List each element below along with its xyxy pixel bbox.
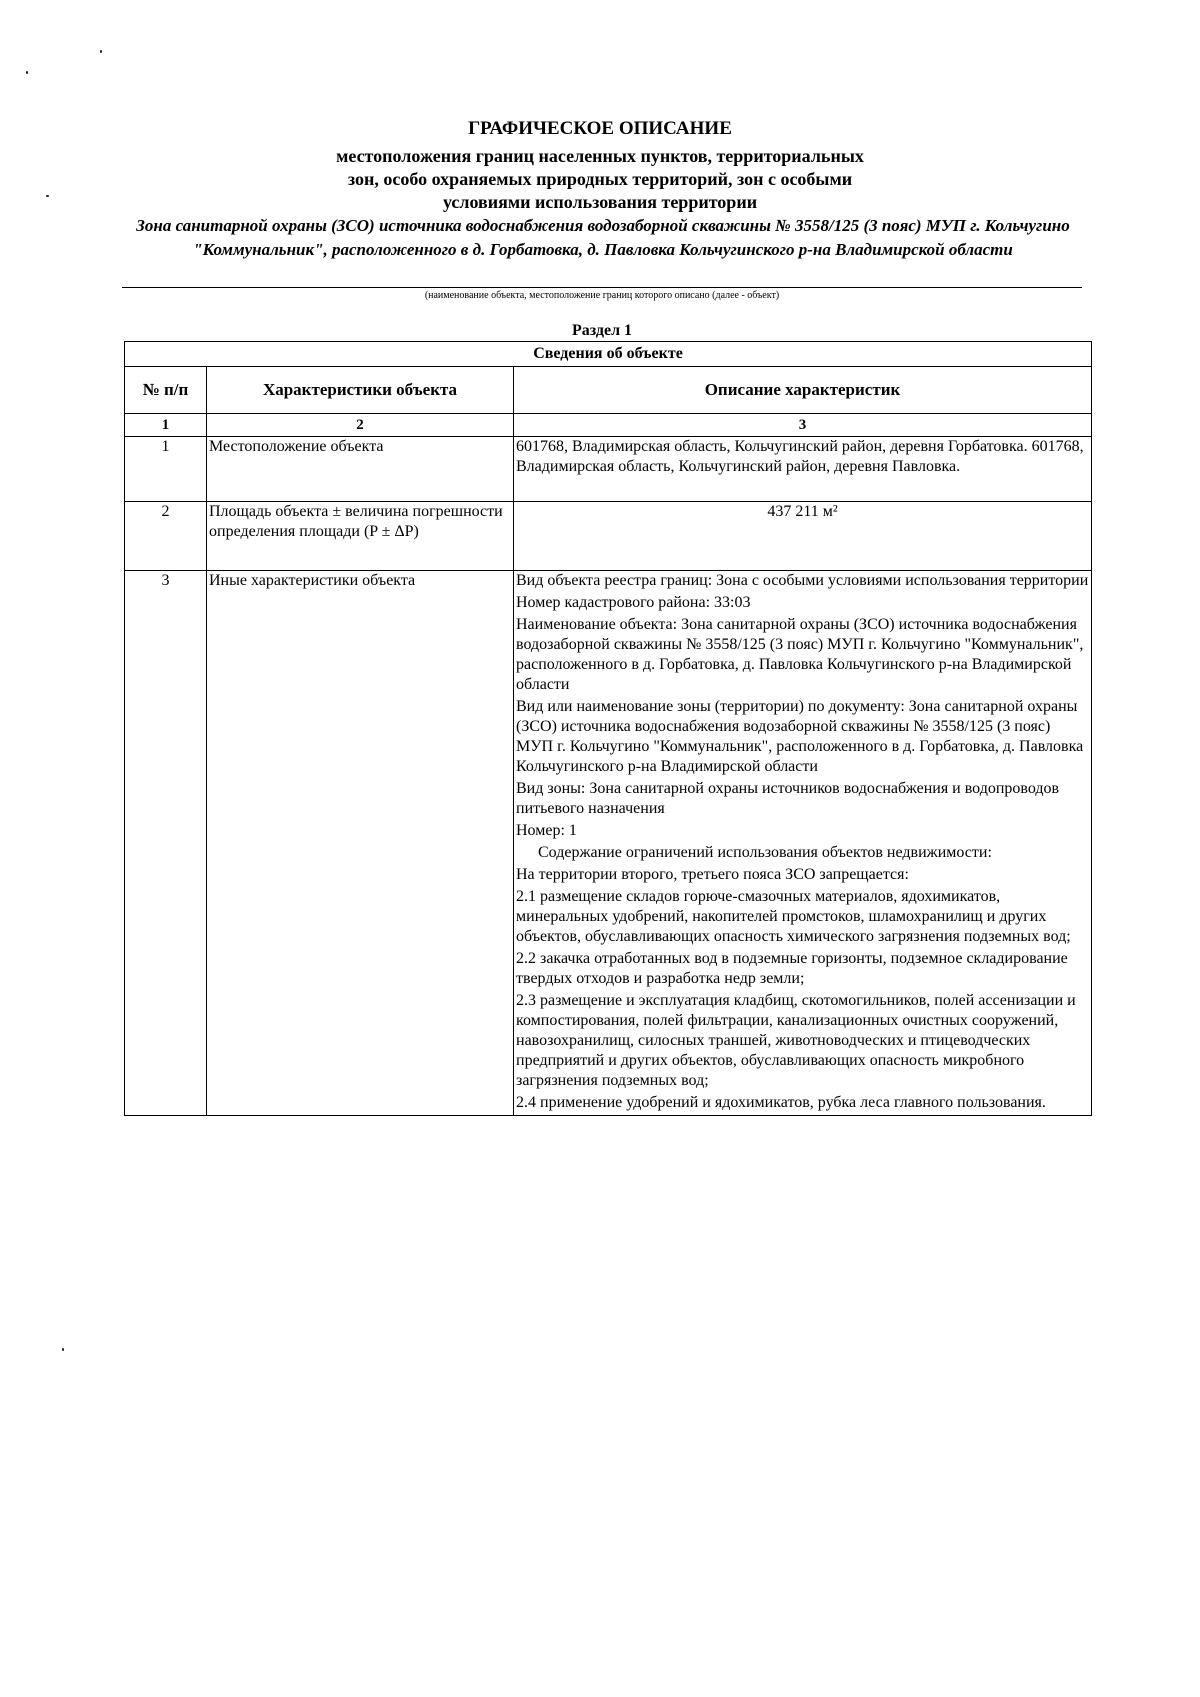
scan-speck xyxy=(100,50,102,53)
table-row xyxy=(125,571,1092,1116)
document-subtitle-line: условиями использования территории xyxy=(442,192,758,212)
description-paragraph: Наименование объекта: Зона санитарной охраны (ЗСО) источника водоснабжения водозаборной скважины № 3558/125 (3 пояс) МУП г. Кольчугино "Коммунальник", расположенного в д. Горбатовка, д. Павловка Кольчугинского р-на Владимирской области xyxy=(516,616,1084,693)
row-number: 2 xyxy=(125,502,207,571)
document-title: ГРАФИЧЕСКОЕ ОПИСАНИЕ xyxy=(468,118,732,139)
description-paragraph: 2.3 размещение и эксплуатация кладбищ, скотомогильников, полей ассенизации и компостирования, полей фильтрации, канализационных очистных сооружений, навозохранилищ, силосных траншей, животноводческих и птицеводческих предприятий и других объектов, обуславливающих опасность микробного загрязнения подземных вод; xyxy=(516,992,1076,1089)
table-caption: Сведения об объекте xyxy=(125,342,1092,367)
column-number: 2 xyxy=(207,414,514,437)
description-paragraph: Вид или наименование зоны (территории) по документу: Зона санитарной охраны (ЗСО) источника водоснабжения водозаборной скважины № 3558/125 (3 пояс) МУП г. Кольчугино "Коммунальник", расположенного в д. Горбатовка, д. Павловка Кольчугинского р-на Владимирской области xyxy=(516,698,1084,775)
description-paragraph: Вид зоны: Зона санитарной охраны источников водоснабжения и водопроводов питьевого назначения xyxy=(516,780,1060,817)
table-row xyxy=(125,502,1092,571)
row-characteristic: Иные характеристики объекта xyxy=(207,571,514,1116)
row-characteristic: Площадь объекта ± величина погрешности определения площади (P ± ΔP) xyxy=(207,502,514,571)
scan-speck xyxy=(26,71,28,74)
description-paragraph: Номер: 1 xyxy=(516,822,577,839)
description-paragraph: 2.4 применение удобрений и ядохимикатов, рубка леса главного пользования. xyxy=(516,1094,1046,1111)
object-name: Зона санитарной охраны (ЗСО) источника водоснабжения водозаборной скважины № 3558/125 (3 пояс) МУП г. Кольчугино "Коммунальник", расположенного в д. Горбатовка, д. Павловка Кольчугинского р-на Владимирской области xyxy=(136,216,1070,259)
row-description-other xyxy=(514,571,1092,1116)
column-number: 1 xyxy=(125,414,207,437)
document-subtitle-line: зон, особо охраняемых природных территорий, зон с особыми xyxy=(347,169,853,189)
row-number: 1 xyxy=(125,437,207,502)
scan-speck xyxy=(46,195,49,197)
section-label: Раздел 1 xyxy=(571,322,633,339)
description-paragraph: Содержание ограничений использования объектов недвижимости: xyxy=(538,844,992,861)
description-paragraph: На территории второго, третьего пояса ЗСО запрещается: xyxy=(516,866,909,883)
row-characteristic: Местоположение объекта xyxy=(207,437,514,502)
description-paragraph: 2.2 закачка отработанных вод в подземные горизонты, подземное складирование твердых отходов и разработка недр земли; xyxy=(516,950,1068,987)
column-header-description: Описание характеристик xyxy=(514,367,1092,414)
underline-rule xyxy=(122,287,1082,288)
row-number: 3 xyxy=(125,571,207,1116)
description-paragraph: Номер кадастрового района: 33:03 xyxy=(516,594,751,611)
document-subtitle-line: местоположения границ населенных пунктов, территориальных xyxy=(336,146,864,166)
row-description-area: 437 211 м² xyxy=(514,502,1092,571)
object-name-caption: (наименование объекта, местоположение границ которого описано (далее - объект) xyxy=(424,290,780,301)
object-info-table xyxy=(124,341,1092,1116)
row-description: 601768, Владимирская область, Кольчугинский район, деревня Горбатовка. 601768, Владимирская область, Кольчугинский район, деревня Павловка. xyxy=(514,437,1092,502)
description-paragraph: Вид объекта реестра границ: Зона с особыми условиями использования территории xyxy=(516,572,1089,589)
table-row xyxy=(125,437,1092,502)
description-paragraph: 2.1 размещение складов горюче-смазочных материалов, ядохимикатов, минеральных удобрений, накопителей промстоков, шламохранилищ и других объектов, обуславливающих опасность химического загрязнения подземных вод; xyxy=(516,888,1071,945)
column-header-characteristic: Характеристики объекта xyxy=(207,367,514,414)
scan-speck xyxy=(62,1348,64,1351)
column-header-num: № п/п xyxy=(125,367,207,414)
column-number: 3 xyxy=(514,414,1092,437)
